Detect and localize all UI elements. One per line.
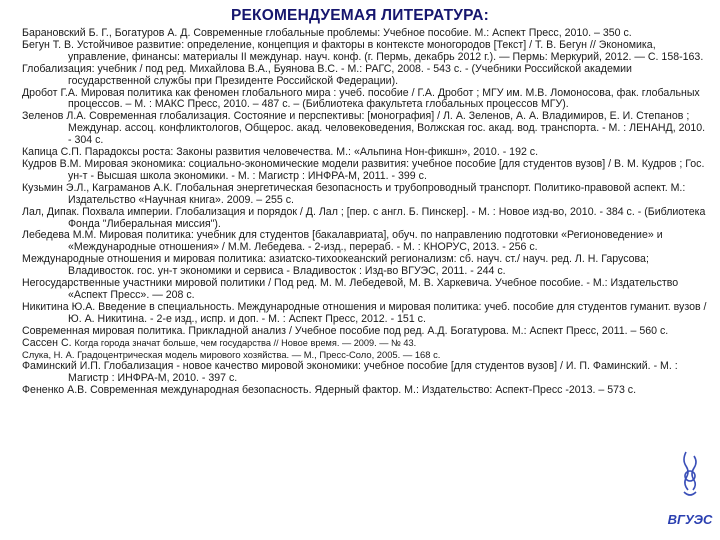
- university-logo: [664, 446, 716, 534]
- reference-item: Лебедева М.М. Мировая политика: учебник для студентов [бакалавриата], обуч. по направлению подготовки «Регионоведение» и «Международные отношения» / М.М. Лебедева. - 2-изд., перераб. - М. : КНОРУС, 2013. - 256 с.: [22, 229, 663, 254]
- reference-list: [22, 28, 708, 397]
- reference-text: Когда города значат больше, чем государства // Новое время. — 2009. — № 43.: [74, 337, 417, 348]
- reference-item: Лал, Дипак. Похвала империи. Глобализация и порядок / Д. Лал ; [пер. с англ. Б. Пинскер]. - М. : Новое изд-во, 2010. - 384 с. - (Библиотека Фонда "Либеральная миссия").: [22, 205, 706, 230]
- reference-item: Зеленов Л.А. Современная глобализация. Состояние и перспективы: [монография] / Л. А. Зеленов, А. А. Владимиров, Е. И. Степанов ; Междунар. ассоц. конфликтологов, Общерос. акад. человековедения, Волжская гос. акад. вод. транспорта. - М. : ЛЕНАНД, 2010. - 304 с.: [22, 110, 706, 147]
- reference-item: Фененко А.В. Современная международная безопасность. Ядерный фактор. М.: Издательство: Аспект-Пресс -2013. – 573 с.: [22, 384, 637, 397]
- reference-item: Дробот Г.А. Мировая политика как феномен глобального мира : учеб. пособие / Г.А. Дробот ; МГУ им. М.В. Ломоносова, фак. глобальных процессов. – М. : МАКС Пресс, 2010. – 487 с. – (Библиотека факультета глобальных процессов МГУ).: [22, 86, 700, 111]
- reference-item: Современная мировая политика. Прикладной анализ / Учебное пособие под ред. А.Д. Богатурова. М.: Аспект Пресс, 2011. – 560 с.: [22, 324, 669, 337]
- reference-item: Бегун Т. В. Устойчивое развитие: определение, концепция и факторы в контексте моногородов [Текст] / Т. В. Бегун // Экономика, управление, финансы: материалы II междунар. науч. конф. (г. Пермь, декабрь 2012 г.). — Пермь: Меркурий, 2012. — С. 158-163.: [22, 38, 704, 63]
- reference-item: Барановский Б. Г., Богатуров А. Д. Современные глобальные проблемы: Учебное пособие. М.: Аспект Пресс, 2010. – 350 с.: [22, 27, 632, 39]
- logo-text: ВГУЭС: [667, 512, 713, 527]
- reference-item: Кузьмин Э.Л., Каграманов А.К. Глобальная энергетическая безопасность и трубопроводный транспорт. Политико-правовой аспект. М.: Издательство «Научная книга». 2009. – 255 с.: [22, 181, 686, 206]
- reference-item: Негосударственные участники мировой политики / Под ред. М. М. Лебедевой, М. В. Харкевича. Учебное пособие. - М.: Издательство «Аспект Пресс». — 208 с.: [22, 277, 679, 301]
- reference-item: Капица С.П. Парадоксы роста: Законы развития человечества. М.: «Альпина Нон-фикшн», 2010. - 192 с.: [22, 146, 539, 159]
- reference-item: Кудров В.М. Мировая экономика: социально-экономические модели развития: учебное пособие [для студентов вузов] / В. М. Кудров ; Гос. ун-т - Высшая школа экономики. - М. : Магистр : ИНФРА-М, 2011. - 399 с.: [22, 157, 705, 182]
- reference-author: Сассен С.: [22, 336, 72, 349]
- reference-item: [22, 338, 708, 350]
- reference-item: Слука, Н. А. Градоцентрическая модель мирового хозяйства. — М., Пресс-Соло, 2005. — 168 с.: [22, 349, 441, 361]
- reference-item: Никитина Ю.А. Введение в специальность. Международные отношения и мировая политика: учеб. пособие для студентов гуманит. вузов / Ю. А. Никитина. - 2-е изд., испр. и доп. - М. : Аспект Пресс, 2012. - 151 с.: [22, 300, 707, 325]
- reference-item: Фаминский И.П. Глобализация - новое качество мировой экономики: учебное пособие [для студентов вузов] / И. П. Фаминский. - М. : Магистр : ИНФРА-М, 2010. - 397 с.: [22, 360, 678, 385]
- reference-item: Глобализация: учебник / под ред. Михайлова В.А., Буянова В.С. - М.: РАГС, 2008. - 543 с. - (Учебники Российской академии государственной службы при Президенте Российской Федерации).: [22, 62, 632, 87]
- page-title: РЕКОМЕНДУЕМАЯ ЛИТЕРАТУРА:: [230, 7, 490, 24]
- reference-item: Международные отношения и мировая политика: азиатско-тихоокеанский регионализм: сб. науч. ст./ науч. ред. Л. Н. Гарусова; Владивосток. гос. ун-т экономики и сервиса - Владивосток : Изд-во ВГУЭС, 2011. - 244 с.: [22, 253, 649, 278]
- logo-emblem-icon: [684, 452, 696, 495]
